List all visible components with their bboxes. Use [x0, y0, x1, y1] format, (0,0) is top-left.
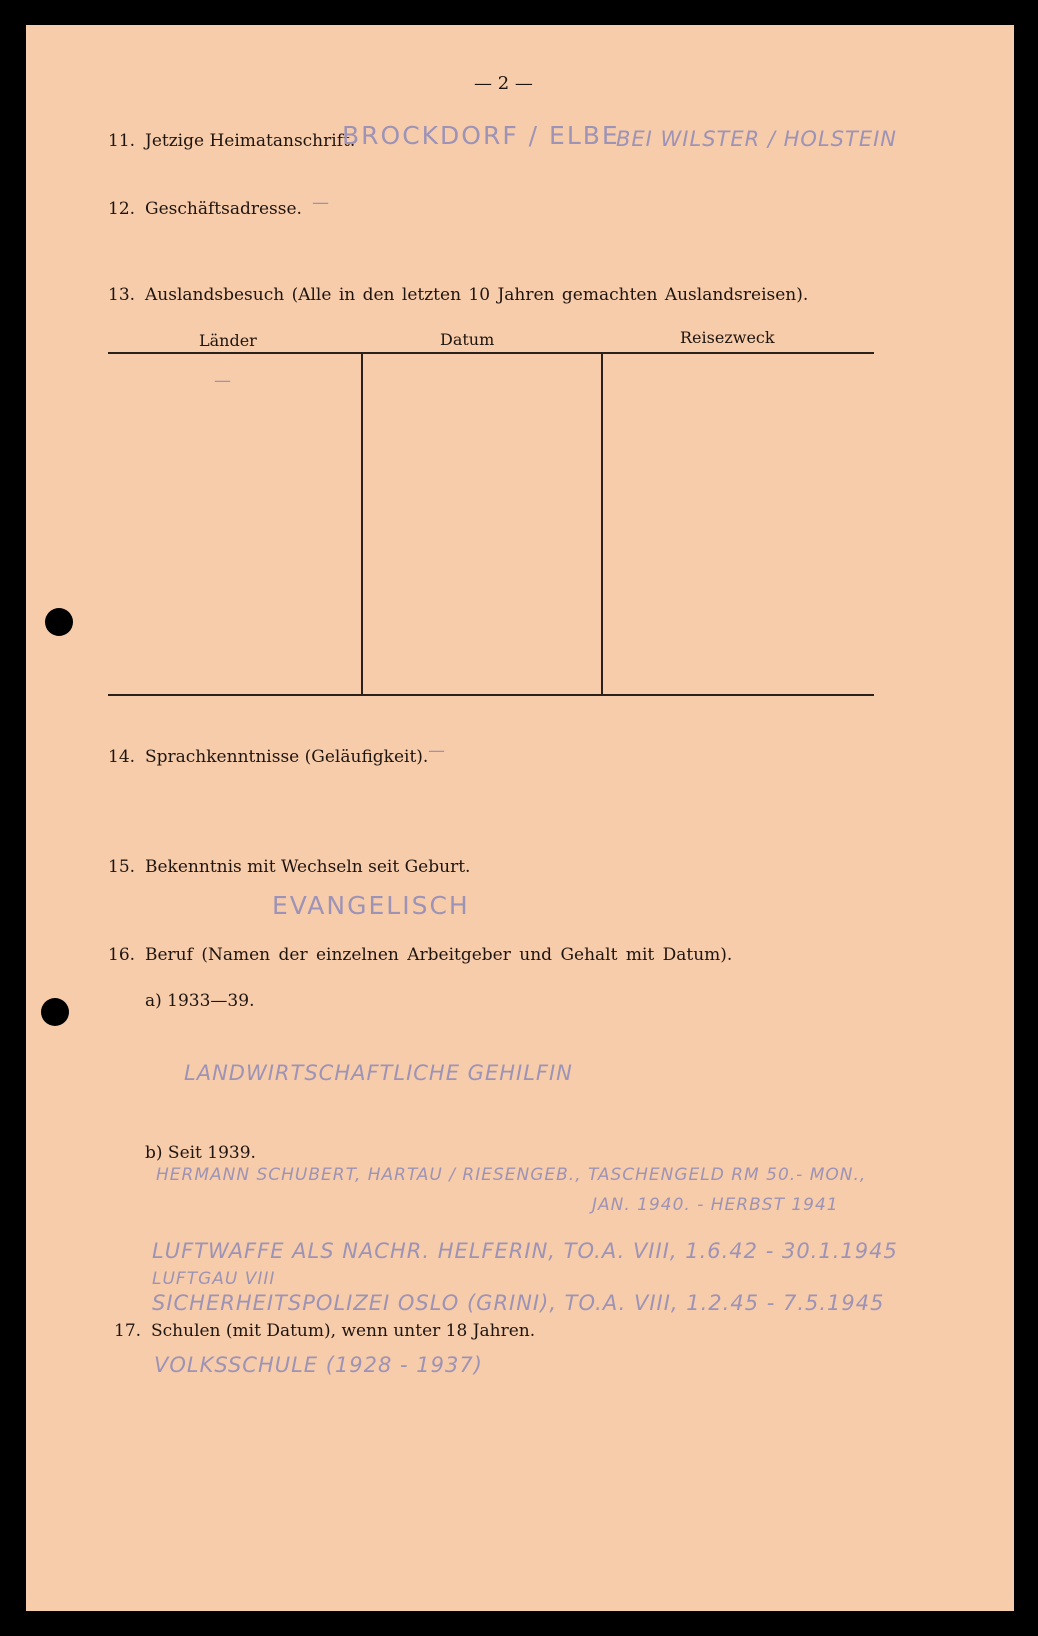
q11-number: 11. [108, 131, 136, 151]
q13-label: Auslandsbesuch (Alle in den letzten 10 Jahren gemachten Auslandsreisen). [145, 285, 809, 305]
table-divider-1 [361, 354, 363, 694]
q17-number: 17. [114, 1321, 142, 1341]
q17-label: Schulen (mit Datum), wenn unter 18 Jahren. [151, 1321, 536, 1341]
q15-answer: EVANGELISCH [272, 891, 470, 920]
q14-answer: — [428, 741, 446, 761]
q16b-entry-3: LUFTWAFFE ALS NACHR. HELFERIN, TO.A. VIII, 1.6.42 - 30.1.1945 [152, 1239, 898, 1263]
q16b-entry-1: HERMANN SCHUBERT, HARTAU / RIESENGEB., TASCHENGELD RM 50.- MON., [156, 1165, 867, 1185]
q16b-label: b) Seit 1939. [145, 1143, 256, 1163]
q16-number: 16. [108, 945, 136, 965]
q14-number: 14. [108, 747, 136, 767]
q11-label: Jetzige Heimatanschrift. [145, 131, 356, 151]
q14-label: Sprachkenntnisse (Geläufigkeit). [145, 747, 429, 767]
table-bottom-rule [108, 694, 874, 696]
q17-answer: VOLKSSCHULE (1928 - 1937) [154, 1353, 483, 1377]
q16a-answer: LANDWIRTSCHAFTLICHE GEHILFIN [184, 1061, 573, 1085]
table-header-reisezweck: Reisezweck [680, 328, 775, 347]
form-page [26, 25, 1014, 1611]
q11-answer-district: BEI WILSTER / HOLSTEIN [616, 127, 897, 151]
q15-label: Bekenntnis mit Wechseln seit Geburt. [145, 857, 471, 877]
q16-label: Beruf (Namen der einzelnen Arbeitgeber und Gehalt mit Datum). [145, 945, 733, 965]
q12-label: Geschäftsadresse. [145, 199, 302, 219]
q11-answer-town: BROCKDORF / ELBE [342, 121, 620, 150]
q16b-entry-2: JAN. 1940. - HERBST 1941 [592, 1195, 839, 1215]
page-number: — 2 — [474, 73, 533, 94]
punch-hole-lower [41, 998, 69, 1026]
q16b-entry-4: LUFTGAU VIII [152, 1269, 276, 1289]
table-top-rule [108, 352, 874, 354]
q12-answer: — [312, 193, 330, 213]
table-header-datum: Datum [440, 330, 495, 349]
table-divider-2 [601, 354, 603, 694]
q15-number: 15. [108, 857, 136, 877]
q13-answer: — [214, 371, 232, 391]
punch-hole-upper [45, 608, 73, 636]
q16b-entry-5: SICHERHEITSPOLIZEI OSLO (GRINI), TO.A. VIII, 1.2.45 - 7.5.1945 [152, 1291, 885, 1315]
q16a-label: a) 1933—39. [145, 991, 255, 1011]
q12-number: 12. [108, 199, 136, 219]
q13-number: 13. [108, 285, 136, 305]
table-header-laender: Länder [199, 331, 257, 350]
